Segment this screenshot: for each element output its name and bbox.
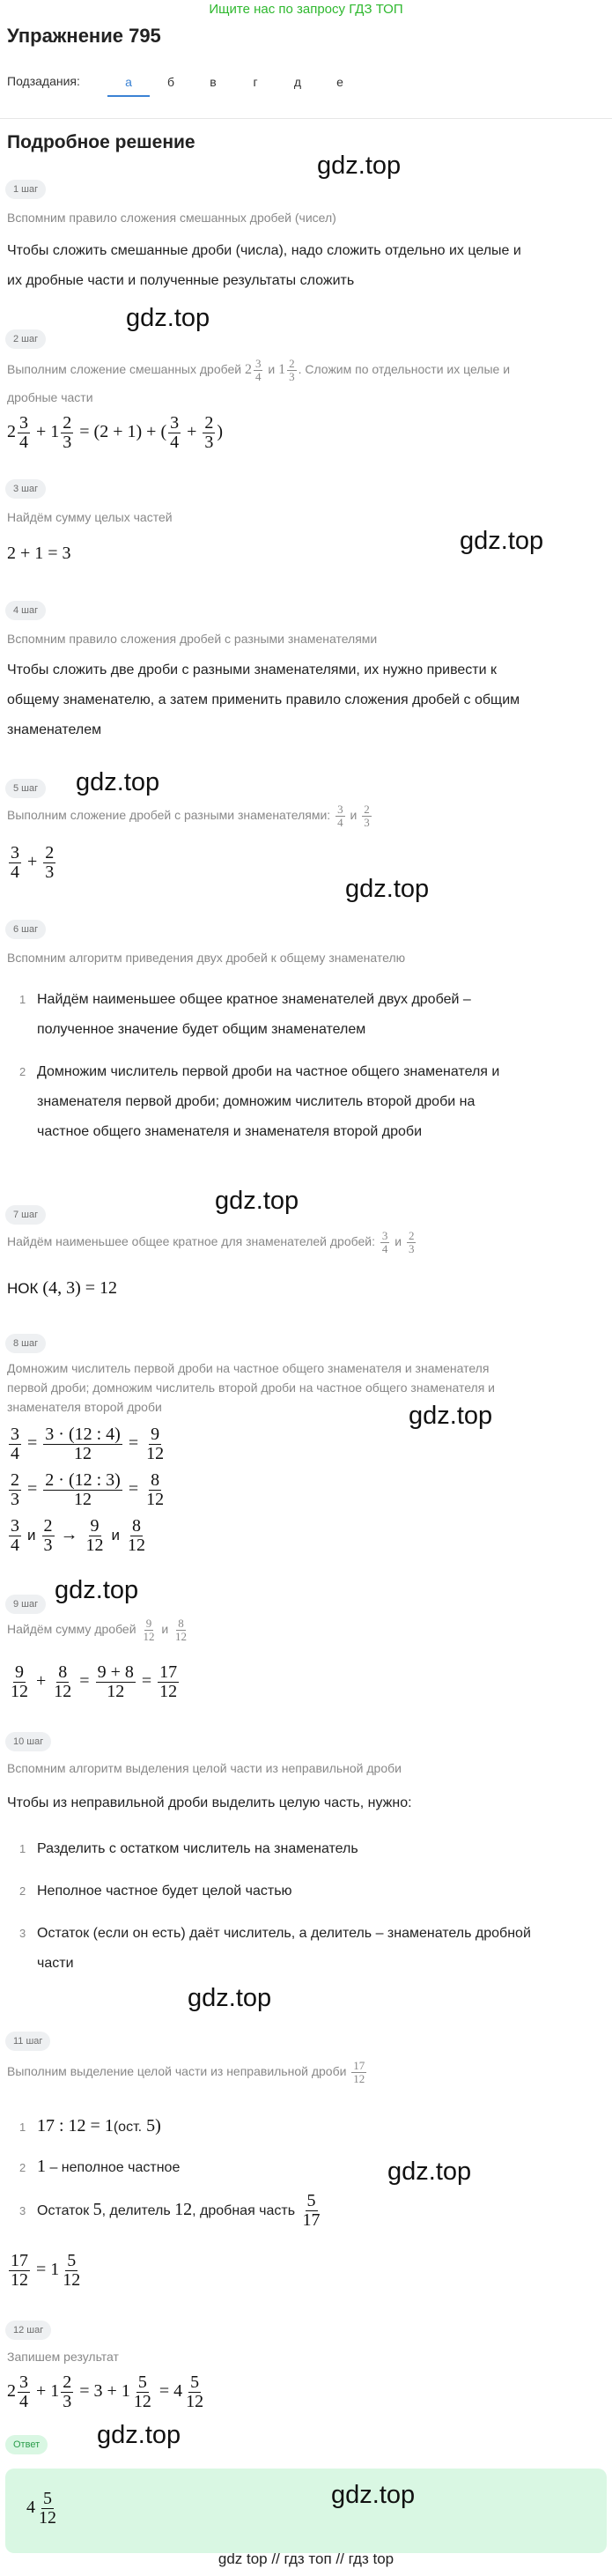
formula: $\frac{17}{12}$ = 1 $\frac{5}{12}$ bbox=[11, 2251, 81, 2290]
hint-text: Выполним выделение целой части из неправильной дроби bbox=[7, 2064, 347, 2078]
watermark: gdz.top bbox=[97, 2421, 181, 2449]
list-item bbox=[19, 1876, 292, 1906]
footer-link[interactable]: gdz top bbox=[218, 2550, 268, 2567]
rule-text: Чтобы из неправильной дроби выделить целую часть, нужно: bbox=[7, 1795, 412, 1810]
list-number: 3 bbox=[19, 2204, 26, 2218]
step-hint: Вспомним правило сложения дробей с разными знаменателями bbox=[7, 632, 378, 646]
formula: НОК (4, 3) = 12 bbox=[7, 1278, 118, 1298]
step-label: 10 шаг bbox=[5, 1732, 51, 1751]
step-label: 9 шаг bbox=[5, 1595, 46, 1614]
list-text: Разделить с остатком числитель на знаменатель bbox=[37, 1841, 358, 1856]
list-item: 2 1 – неполное частное bbox=[19, 2153, 180, 2183]
tab-v[interactable]: в bbox=[210, 75, 217, 89]
nok-label: НОК bbox=[7, 1280, 39, 1297]
answer-value: 4 $\frac{5}{12}$ bbox=[26, 2489, 56, 2528]
list-number: 2 bbox=[19, 1065, 26, 1078]
step-hint: знаменателя второй дроби bbox=[7, 1400, 162, 1414]
and-word: и bbox=[111, 1527, 120, 1544]
step-hint: Найдём сумму целых частей bbox=[7, 510, 173, 524]
list-number: 1 bbox=[19, 993, 26, 1006]
list-item bbox=[19, 1834, 358, 1864]
watermark: gdz.top bbox=[126, 304, 210, 332]
list-item: 3 Остаток 5, делитель 12, дробная часть $\frac{5}{17}$ bbox=[19, 2191, 321, 2230]
step-hint: Вспомним правило сложения смешанных дробей (чисел) bbox=[7, 211, 336, 225]
step-hint: Вспомним алгоритм приведения двух дробей к общему знаменателю bbox=[7, 951, 406, 965]
list-text: , дробная часть bbox=[192, 2203, 296, 2219]
step-hint: Выполним сложение смешанных дробей 2 $\frac{3}{4}$ и 1 $\frac{2}{3}$ . Сложим по отдельности их целые и bbox=[7, 357, 511, 383]
formula: 2 $\frac{3}{4}$ + 1 $\frac{2}{3}$ = 3 + 1 $\frac{5}{12}$ = 4 $\frac{5}{12}$ bbox=[7, 2372, 204, 2411]
footer-links bbox=[0, 2550, 612, 2568]
watermark: gdz.top bbox=[215, 1187, 299, 1215]
list-text: Домножим числитель первой дроби на частное общего знаменателя и bbox=[37, 1064, 500, 1079]
list-item bbox=[19, 1919, 531, 1949]
watermark: gdz.top bbox=[387, 2158, 472, 2186]
hint-text: . Сложим по отдельности их целые и bbox=[298, 362, 511, 376]
step-label: 4 шаг bbox=[5, 601, 46, 620]
watermark: gdz.top bbox=[331, 2481, 416, 2509]
answer-label: Ответ bbox=[5, 2435, 48, 2454]
rule-text: общему знаменателю, а затем применить правило сложения дробей с общим bbox=[7, 692, 520, 707]
subtasks-label: Подзадания: bbox=[7, 74, 80, 88]
tab-a[interactable]: а bbox=[125, 75, 132, 89]
rule-text: их дробные части и полученные результаты сложить bbox=[7, 273, 355, 288]
step-hint: Найдём сумму дробей $\frac{9}{12}$ и $\frac{8}{12}$ bbox=[7, 1617, 188, 1643]
tab-g[interactable]: г bbox=[253, 75, 258, 89]
list-text: частное общего знаменателя и знаменателя второй дроби bbox=[37, 1124, 423, 1139]
search-banner[interactable]: Ищите нас по запросу ГДЗ ТОП bbox=[209, 2, 403, 17]
and-word: и bbox=[27, 1527, 36, 1544]
list-text: полученное значение будет общим знаменателем bbox=[37, 1022, 366, 1037]
exercise-title: Упражнение 795 bbox=[7, 25, 161, 47]
step-label: 7 шаг bbox=[5, 1205, 46, 1225]
step-hint: Выполним сложение дробей с разными знаменателями: $\frac{3}{4}$ и $\frac{2}{3}$ bbox=[7, 803, 370, 829]
answer-box bbox=[5, 2469, 607, 2553]
list-item: 1 17 : 12 = 1(ост. 5) bbox=[19, 2113, 161, 2143]
formula: $\frac{3}{4}$ + $\frac{2}{3}$ bbox=[11, 843, 55, 882]
hint-text: и bbox=[350, 808, 358, 822]
list-number: 2 bbox=[19, 1884, 26, 1898]
step-hint: Выполним выделение целой части из неправильной дроби $\frac{17}{12}$ bbox=[7, 2059, 365, 2085]
ost-text: (ост. bbox=[113, 2120, 143, 2135]
list-number: 1 bbox=[19, 2121, 26, 2134]
tab-b[interactable]: б bbox=[166, 75, 175, 89]
footer-separator: // bbox=[271, 2550, 280, 2567]
hint-text: Найдём наименьшее общее кратное для знаменателей дробей: bbox=[7, 1234, 375, 1248]
list-number: 3 bbox=[19, 1927, 26, 1940]
step-hint: дробные части bbox=[7, 390, 93, 404]
list-text: , делитель bbox=[101, 2203, 175, 2219]
watermark: gdz.top bbox=[409, 1402, 493, 1430]
rule-text: Чтобы сложить смешанные дроби (числа), надо сложить отдельно их целые и bbox=[7, 243, 521, 258]
tab-e[interactable]: е bbox=[336, 75, 343, 89]
formula: $\frac{9}{12}$ + $\frac{8}{12}$ = $\frac{9 + 8}{12}$ = $\frac{17}{12}$ bbox=[11, 1662, 178, 1701]
step-label: 2 шаг bbox=[5, 329, 46, 349]
list-text: знаменателя первой дроби; домножим числитель второй дроби на bbox=[37, 1094, 476, 1109]
hint-text: и bbox=[161, 1622, 169, 1636]
step-hint: Домножим числитель первой дроби на частное общего знаменателя и знаменателя bbox=[7, 1361, 490, 1375]
watermark: gdz.top bbox=[317, 152, 402, 180]
list-text: части bbox=[37, 1956, 74, 1971]
rule-text: знаменателем bbox=[7, 722, 102, 737]
step-label: 5 шаг bbox=[5, 779, 46, 798]
step-label: 1 шаг bbox=[5, 180, 46, 199]
section-title: Подробное решение bbox=[7, 132, 195, 152]
watermark: gdz.top bbox=[55, 1576, 139, 1604]
step-hint: Найдём наименьшее общее кратное для знаменателей дробей: $\frac{3}{4}$ и $\frac{2}{3}$ bbox=[7, 1229, 415, 1255]
rule-text: Чтобы сложить две дроби с разными знаменателями, их нужно привести к bbox=[7, 663, 498, 677]
step-label: 8 шаг bbox=[5, 1334, 46, 1353]
step-label: 3 шаг bbox=[5, 479, 46, 499]
footer-link[interactable]: гдз топ bbox=[284, 2550, 332, 2567]
list-text: Остаток (если он есть) даёт числитель, а делитель – знаменатель дробной bbox=[37, 1926, 531, 1941]
list-text: Неполное частное будет целой частью bbox=[37, 1884, 292, 1899]
tab-d[interactable]: д bbox=[293, 75, 302, 89]
watermark: gdz.top bbox=[460, 527, 544, 555]
footer-separator: // bbox=[335, 2550, 344, 2567]
watermark: gdz.top bbox=[188, 1984, 272, 2012]
step-label: 12 шаг bbox=[5, 2321, 51, 2340]
formula: $\frac{2}{3}$ = $\frac{2 \cdot (12 : 3)}{12}$ = $\frac{8}{12}$ bbox=[11, 1470, 165, 1509]
list-text: Остаток bbox=[37, 2203, 93, 2219]
hint-text: и bbox=[394, 1234, 402, 1248]
formula: $\frac{3}{4}$ и $\frac{2}{3}$ → $\frac{9}{12}$ и $\frac{8}{12}$ bbox=[11, 1516, 145, 1555]
divider bbox=[0, 118, 612, 119]
list-item bbox=[19, 1057, 499, 1087]
hint-text: Выполним сложение дробей с разными знаменателями: bbox=[7, 808, 331, 822]
formula: 2 $\frac{3}{4}$ + 1 $\frac{2}{3}$ = (2 + 1) + ( $\frac{3}{4}$ + $\frac{2}{3}$ ) bbox=[7, 413, 224, 452]
hint-text: Выполним сложение смешанных дробей bbox=[7, 362, 242, 376]
step-hint: первой дроби; домножим числитель второй дроби на частное общего знаменателя и bbox=[7, 1381, 495, 1395]
formula: $\frac{3}{4}$ = $\frac{3 \cdot (12 : 4)}{12}$ = $\frac{9}{12}$ bbox=[11, 1425, 165, 1463]
formula: 2 + 1 = 3 bbox=[7, 544, 71, 563]
step-label: 6 шаг bbox=[5, 920, 46, 939]
list-text: Найдём наименьшее общее кратное знаменателей двух дробей – bbox=[37, 992, 471, 1007]
list-item bbox=[19, 985, 471, 1015]
list-text: – неполное частное bbox=[46, 2160, 181, 2175]
active-tab-indicator bbox=[107, 95, 150, 97]
hint-text: и bbox=[268, 362, 276, 376]
list-number: 1 bbox=[19, 1842, 26, 1855]
step-label: 11 шаг bbox=[5, 2032, 50, 2051]
list-number: 2 bbox=[19, 2161, 26, 2174]
watermark: gdz.top bbox=[345, 875, 430, 903]
footer-link[interactable]: гдз top bbox=[348, 2550, 394, 2567]
hint-text: Найдём сумму дробей bbox=[7, 1622, 136, 1636]
watermark: gdz.top bbox=[76, 768, 160, 796]
step-hint: Вспомним алгоритм выделения целой части из неправильной дроби bbox=[7, 1761, 402, 1775]
step-hint: Запишем результат bbox=[7, 2350, 119, 2364]
